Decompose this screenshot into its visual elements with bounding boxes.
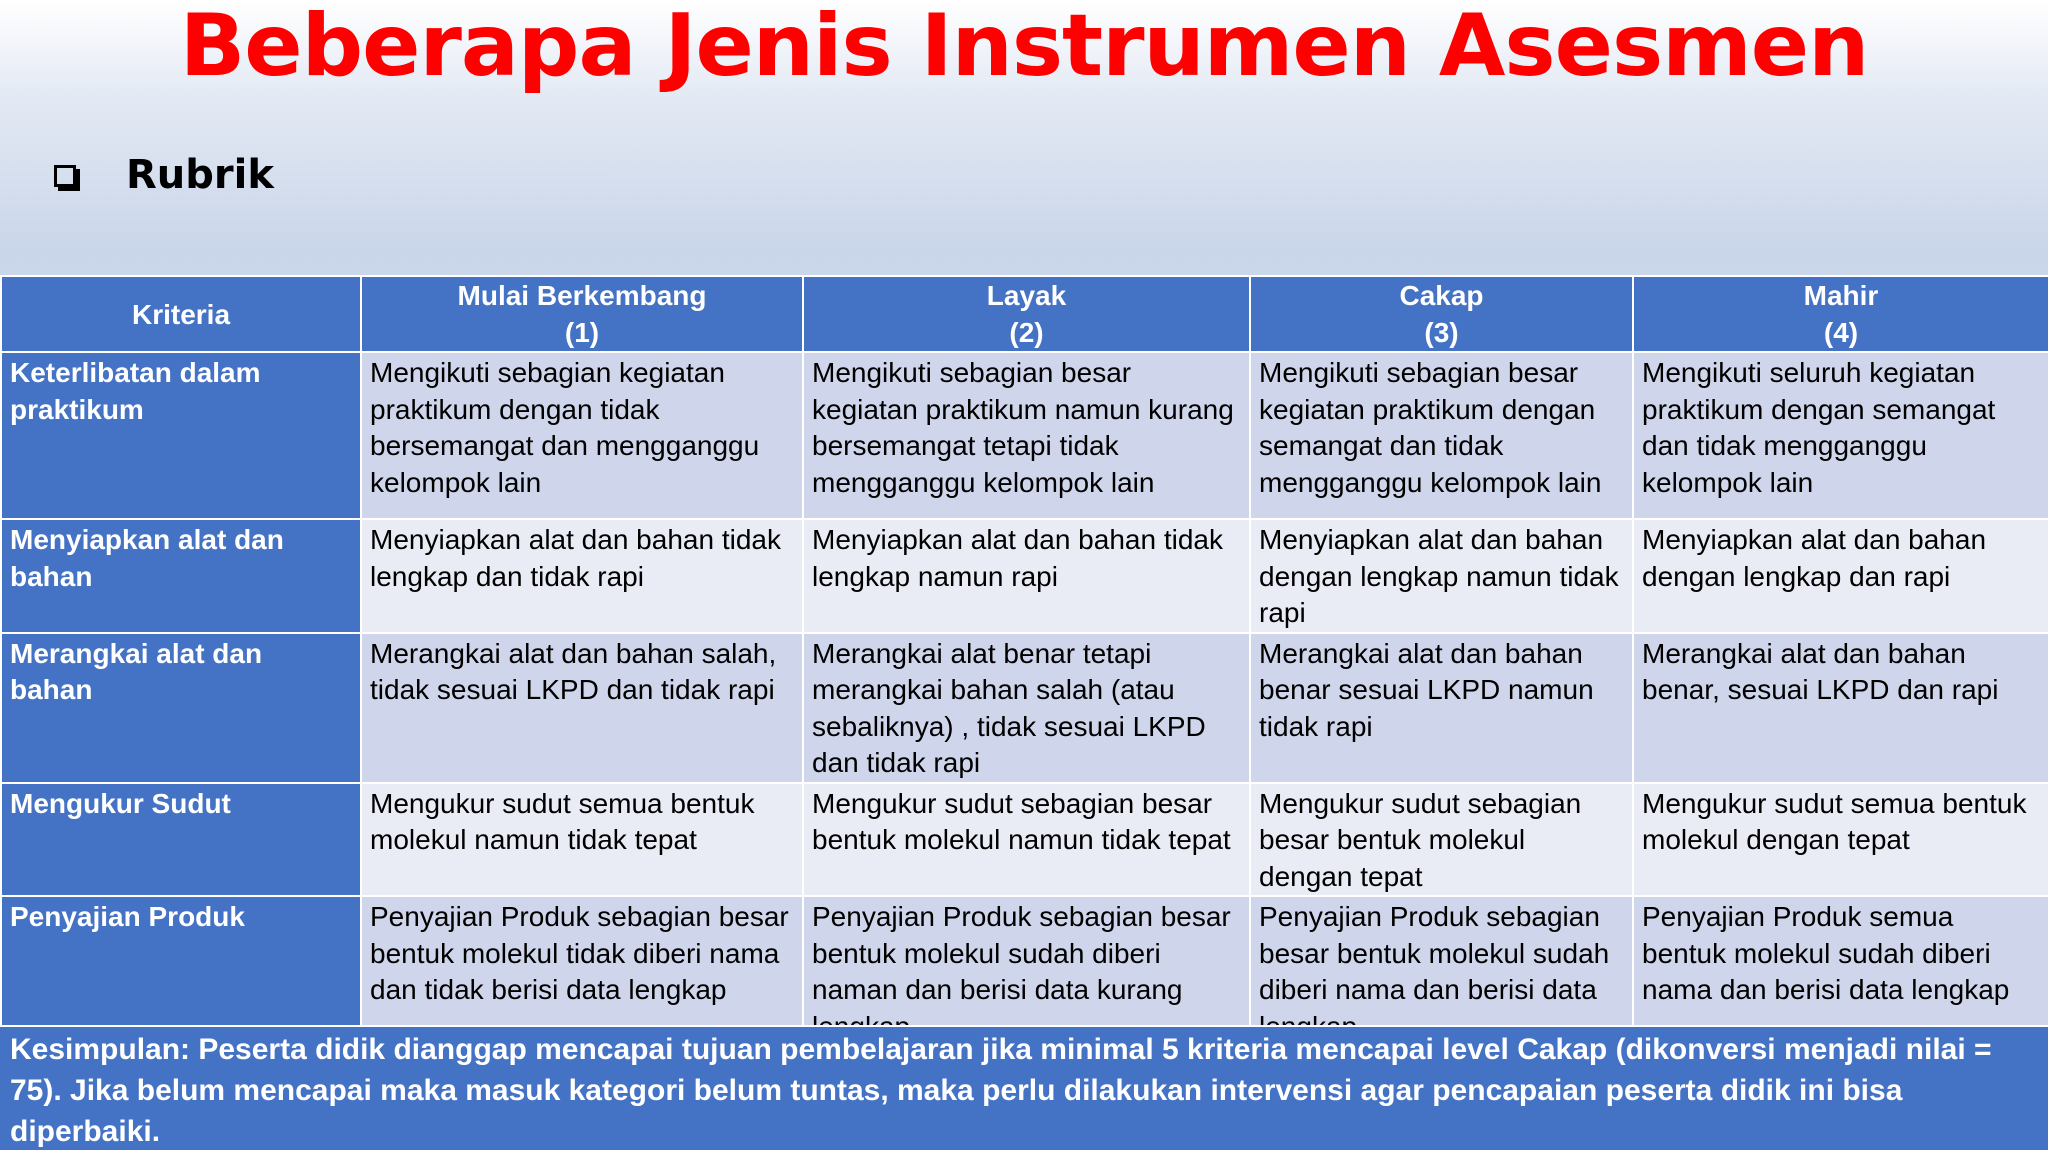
table-row xyxy=(1,783,2048,897)
header-criteria: Kriteria xyxy=(1,276,361,352)
criterion-cell: Merangkai alat dan bahan xyxy=(1,633,361,783)
header-level-4: Mahir (4) xyxy=(1633,276,2048,352)
criterion-cell: Penyajian Produk xyxy=(1,896,361,1046)
rubric-cell: Mengikuti sebagian besar kegiatan praktikum dengan semangat dan tidak mengganggu kelompok lain xyxy=(1250,352,1633,519)
rubric-cell: Mengikuti sebagian kegiatan praktikum dengan tidak bersemangat dan mengganggu kelompok lain xyxy=(361,352,803,519)
rubric-cell: Mengukur sudut sebagian besar bentuk molekul namun tidak tepat xyxy=(803,783,1250,897)
table-row xyxy=(1,519,2048,633)
header-level-1: Mulai Berkembang (1) xyxy=(361,276,803,352)
table-row xyxy=(1,896,2048,1046)
section-heading xyxy=(54,145,274,205)
criterion-cell: Mengukur Sudut xyxy=(1,783,361,897)
table-header-row xyxy=(1,276,2048,352)
criterion-cell: Keterlibatan dalam praktikum xyxy=(1,352,361,519)
header-level-3: Cakap (3) xyxy=(1250,276,1633,352)
rubric-cell: Penyajian Produk semua bentuk molekul sudah diberi nama dan berisi data lengkap xyxy=(1633,896,2048,1046)
rubric-cell: Menyiapkan alat dan bahan tidak lengkap namun rapi xyxy=(803,519,1250,633)
criterion-cell: Menyiapkan alat dan bahan xyxy=(1,519,361,633)
checkbox-bullet-icon xyxy=(54,165,76,187)
table-row xyxy=(1,633,2048,783)
conclusion-box: Kesimpulan: Peserta didik dianggap mencapai tujuan pembelajaran jika minimal 5 kriteria mencapai level Cakap (dikonversi menjadi nilai = 75). Jika belum mencapai maka masuk kategori belum tuntas, maka perlu dilakukan intervensi agar pencapaian peserta didik ini bisa diperbaiki. xyxy=(0,1025,2048,1150)
rubric-cell: Penyajian Produk sebagian besar bentuk molekul sudah diberi naman dan berisi data kurang xyxy=(803,896,1250,1046)
rubric-cell: Penyajian Produk sebagian besar bentuk molekul sudah diberi nama dan berisi data xyxy=(1250,896,1633,1046)
rubric-cell: Mengukur sudut semua bentuk molekul namun tidak tepat xyxy=(361,783,803,897)
rubric-cell: Merangkai alat dan bahan benar, sesuai LKPD dan rapi xyxy=(1633,633,2048,783)
rubric-cell: Penyajian Produk sebagian besar bentuk molekul tidak diberi nama dan tidak berisi data lengkap xyxy=(361,896,803,1046)
rubric-cell: Merangkai alat dan bahan salah, tidak sesuai LKPD dan tidak rapi xyxy=(361,633,803,783)
section-label: Rubrik xyxy=(126,152,274,198)
table-row xyxy=(1,352,2048,519)
slide-title: Beberapa Jenis Instrumen Asesmen xyxy=(179,0,1869,96)
rubric-cell: Menyiapkan alat dan bahan tidak lengkap dan tidak rapi xyxy=(361,519,803,633)
rubric-cell: Mengukur sudut sebagian besar bentuk molekul dengan tepat xyxy=(1250,783,1633,897)
rubric-cell: Merangkai alat dan bahan benar sesuai LKPD namun tidak rapi xyxy=(1250,633,1633,783)
rubric-cell: Menyiapkan alat dan bahan dengan lengkap dan rapi xyxy=(1633,519,2048,633)
rubric-cell: Merangkai alat benar tetapi merangkai bahan salah (atau sebaliknya) , tidak sesuai LKPD dan tidak rapi xyxy=(803,633,1250,783)
rubric-cell: Mengikuti seluruh kegiatan praktikum dengan semangat dan tidak mengganggu kelompok lain xyxy=(1633,352,2048,519)
header-level-2: Layak (2) xyxy=(803,276,1250,352)
rubric-table xyxy=(0,275,2048,1047)
rubric-cell: Menyiapkan alat dan bahan dengan lengkap namun tidak rapi xyxy=(1250,519,1633,633)
rubric-cell: Mengukur sudut semua bentuk molekul dengan tepat xyxy=(1633,783,2048,897)
rubric-cell: Mengikuti sebagian besar kegiatan praktikum namun kurang bersemangat tetapi tidak mengganggu kelompok lain xyxy=(803,352,1250,519)
